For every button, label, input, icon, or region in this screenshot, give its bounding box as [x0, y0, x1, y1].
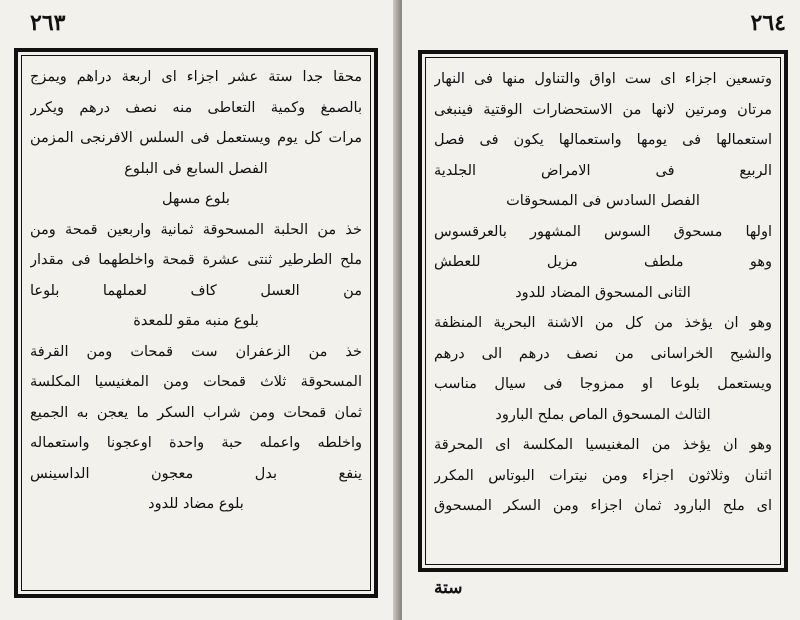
right-page-text-line: وهو ان يؤخذ من كل من الاشنة البحرية المنظفة [434, 315, 772, 331]
right-page-text-line: الربيع فى الامراض الجلدية [434, 162, 772, 179]
left-page [0, 0, 398, 620]
left-page-text-line: بلوع مسهل [162, 191, 230, 207]
left-page-text-line: بالصمغ وكمية التعاطى منه نصف درهم ويكرر [30, 99, 362, 116]
left-page-number: ٢٦٣ [30, 10, 66, 36]
catchword: ستة [434, 578, 463, 598]
left-page-text-line: ثمان قمحات ومن شراب السكر ما يعجن به الجميع [30, 404, 362, 421]
right-page-number: ٢٦٤ [750, 10, 786, 36]
left-page-text-line: المسحوقة ثلاث قمحات ومن المغنيسيا المكلسة [30, 374, 362, 390]
left-page-text-line: بلوع مضاد للدود [148, 496, 244, 512]
left-page-text-line: بلوع منبه مقو للمعدة [133, 313, 259, 329]
right-page-text-line: استعمالها فى يومها واستعمالها يكون فى فصل [434, 132, 772, 148]
right-text-block [434, 64, 772, 558]
left-page-text-line: مرات كل يوم ويستعمل فى السلس الافرنجى المزمن [30, 130, 362, 146]
right-page-text-line: اى ملح البارود ثمان اجزاء ومن السكر المسحوق [434, 498, 772, 514]
right-page-text-line: وهو ان يؤخذ من المغنيسيا المكلسة اى المحرقة [434, 437, 772, 453]
left-page-text-line: من العسل كاف لعملهما بلوعا [30, 282, 362, 299]
right-page-text-line: الفصل السادس فى المسحوقات [506, 193, 700, 209]
right-page-text-line: وهو ملطف مزيل للعطش [434, 254, 772, 270]
right-page-text-line: اثنان وثلاثون اجزاء ومن نيترات البوتاس المكرر [434, 467, 772, 484]
left-page-text-line: واخلطه واعمله حبة واحدة اوعجونا واستعماله [30, 435, 362, 451]
left-page-text-line: خذ من الزعفران ست قمحات ومن القرفة [30, 343, 362, 360]
right-page-text-line: مرتان ومرتين لانها من الاستحضارات الوقتية فينبغى [434, 101, 772, 118]
left-page-text-line: الفصل السابع فى البلوع [124, 160, 268, 177]
right-page-text-line: ويستعمل بلوعا او ممزوجا فى سيال مناسب [434, 376, 772, 392]
right-page-text-line: وتسعين اجزاء اى ست اواق والتناول منها فى النهار [434, 71, 772, 87]
left-text-frame [14, 48, 378, 598]
left-page-text-line: ملح الطرطير ثنتى عشرة قمحة واخلطهما فى مقدار [30, 252, 362, 268]
right-page-text-line: الثالث المسحوق الماص بملح البارود [495, 406, 711, 423]
left-page-text-line: ينفع بدل معجون الداسينس [30, 465, 362, 482]
right-page-text-line: اولها مسحوق السوس المشهور بالعرقسوس [434, 223, 772, 240]
left-text-block [30, 62, 362, 584]
right-page-text-line: الثانى المسحوق المضاد للدود [515, 284, 691, 301]
right-text-frame [418, 50, 788, 572]
left-page-text-line: محقا جدا ستة عشر اجزاء اى اربعة دراهم ويمزج [30, 69, 362, 85]
right-page-text-line: والشيح الخراسانى من نصف درهم الى درهم [434, 345, 772, 362]
left-page-text-line: خذ من الحلبة المسحوقة ثمانية واربعين قمحة ومن [30, 221, 362, 238]
